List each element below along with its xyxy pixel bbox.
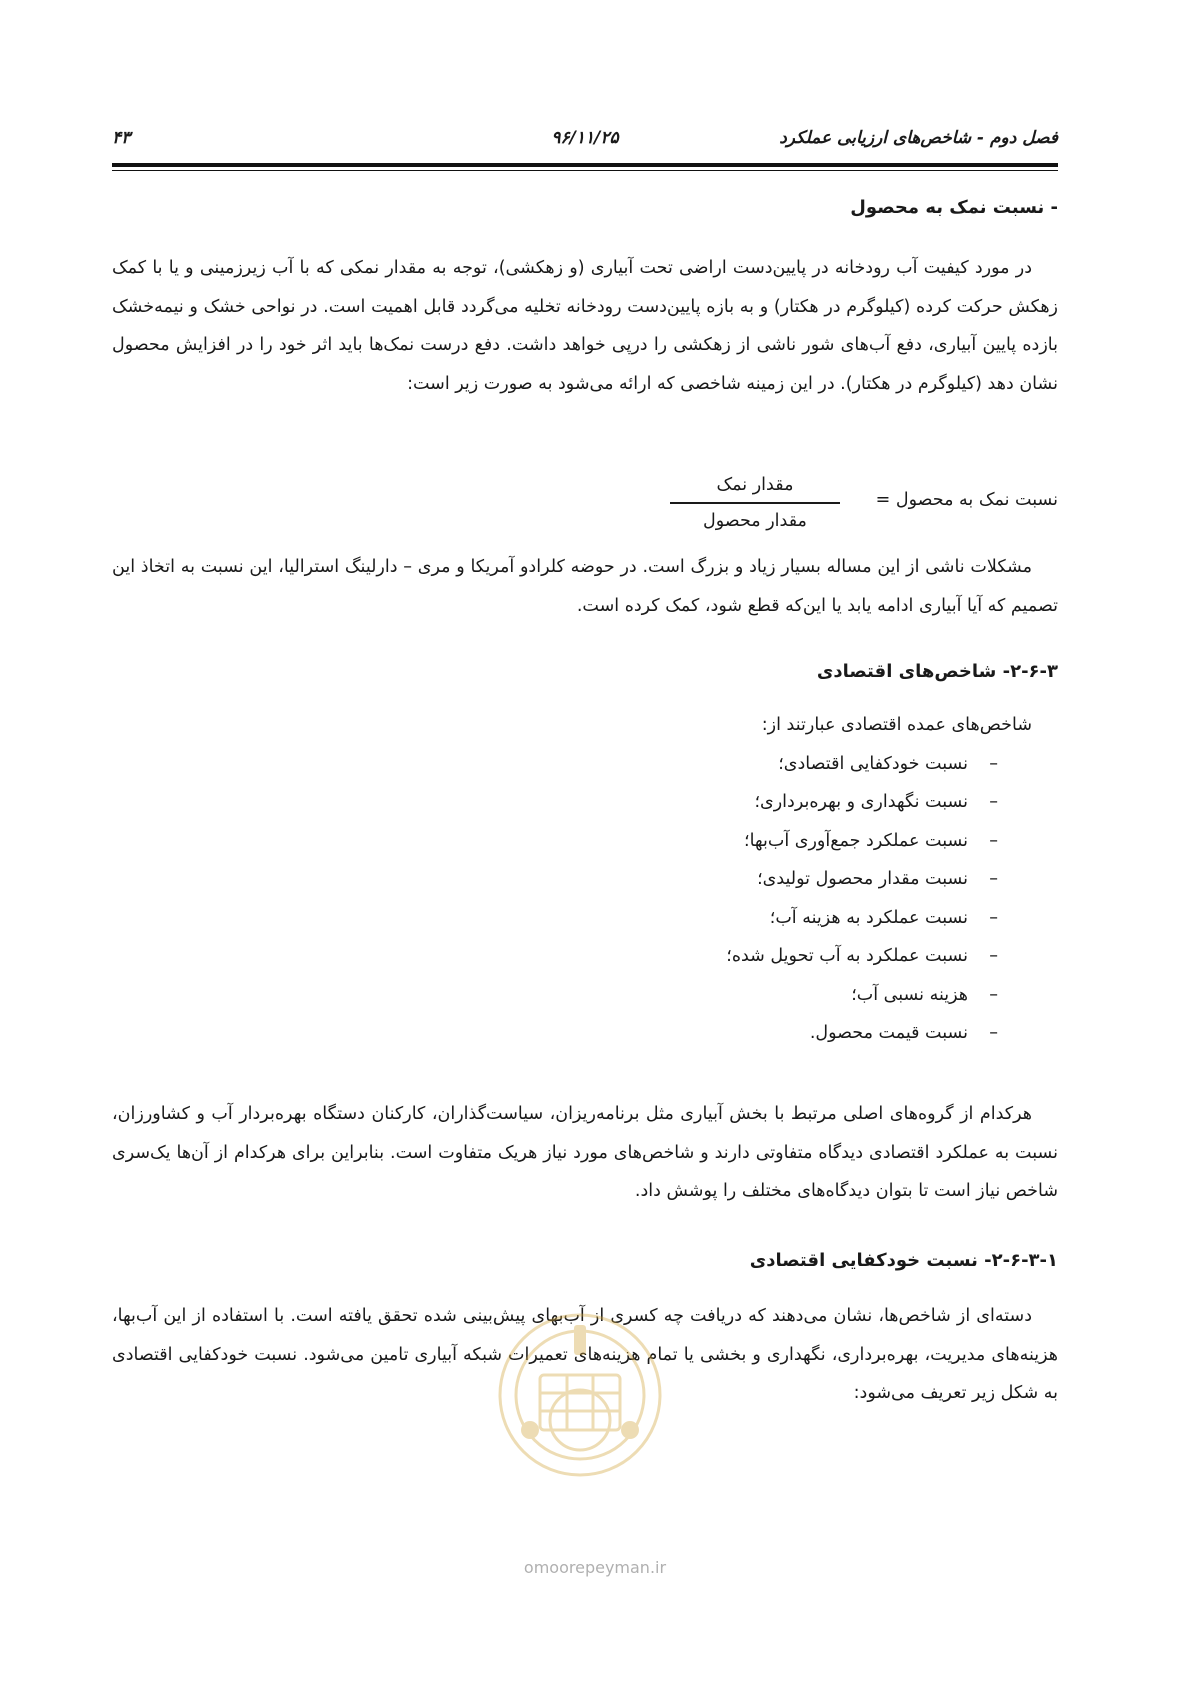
list-item: – نسبت عملکرد جمع‌آوری آب‌بها؛ — [744, 830, 998, 851]
list-item: – نسبت قیمت محصول. — [809, 1023, 998, 1043]
page-number: ۴۳ — [112, 128, 131, 148]
economic-indicator-list — [112, 745, 1058, 1053]
watermark-text: omoorepeyman.ir — [523, 1558, 667, 1577]
self-sufficiency-heading-block — [112, 1250, 1058, 1271]
formula-denominator: مقدار محصول — [703, 510, 807, 531]
stakeholders-paragraph: هرکدام از گروه‌های اصلی مرتبط با بخش آبیاری مثل برنامه‌ریزان، سیاست‌گذاران، کارکنان دستگاه بهره‌بردار آب و کشاورزان، نسبت به عملکرد اقتصادی دیدگاه متفاوتی دارند و شاخص‌های مورد نیاز هریک متفاوت است. بنابراین برای هرکدام از آن‌ها یک‌سری شاخص نیاز است تا بتوان دیدگاه‌های مختلف را پوشش داد. — [112, 1104, 1058, 1201]
formula-fraction — [670, 470, 840, 536]
salt-paragraph: در مورد کیفیت آب رودخانه در پایین‌دست اراضی تحت آبیاری (و زهکشی)، توجه به مقدار نمکی که با آب زیرزمینی و یا با کمک زهکش حرکت کرده (کیلوگرم در هکتار) و به بازه پایین‌دست رودخانه تخلیه می‌گردد قابل اهمیت است. در نواحی خشک و نیمه‌خشک بازده پایین آبیاری، دفع آب‌های شور ناشی از زهکشی را درپی خواهد داشت. دفع درست نمک‌ها باید اثر خود را در افزایش محصول نشان دهد (کیلوگرم در هکتار). در این زمینه شاخصی که ارائه می‌شود به صورت زیر است: — [112, 258, 1058, 394]
chapter-title: فصل دوم - شاخص‌های ارزیابی عملکرد — [779, 128, 1058, 148]
header-date: ۹۶/۱۱/۲۵ — [551, 128, 619, 148]
salt-to-yield-heading: - نسبت نمک به محصول — [850, 197, 1058, 218]
economic-list-block — [112, 706, 1058, 1053]
economic-indicators-heading: ۲-۶-۳- شاخص‌های اقتصادی — [816, 661, 1058, 682]
economic-heading-block — [112, 661, 1058, 682]
salt-paragraph-block — [112, 249, 1058, 403]
salt-heading-block — [112, 197, 1058, 218]
list-item: – نسبت عملکرد به هزینه آب؛ — [769, 907, 998, 928]
salt-ratio-formula — [638, 470, 1058, 540]
stakeholders-block — [112, 1095, 1058, 1211]
list-item: – نسبت نگهداری و بهره‌برداری؛ — [754, 792, 998, 812]
self-sufficiency-heading: ۲-۶-۳-۱- نسبت خودکفایی اقتصادی — [749, 1250, 1058, 1271]
list-item: – نسبت مقدار محصول تولیدی؛ — [757, 869, 998, 889]
header-rule-thick — [112, 163, 1058, 167]
salt-problem-paragraph: مشکلات ناشی از این مساله بسیار زیاد و بزرگ است. در حوضه کلرادو آمریکا و مری – دارلینگ استرالیا، این نسبت به اتخاذ این تصمیم که آیا آبیاری ادامه یابد یا این‌که قطع شود، کمک کرده است. — [112, 557, 1058, 616]
salt-problem-block — [112, 548, 1058, 625]
economic-intro: شاخص‌های عمده اقتصادی عبارتند از: — [761, 715, 1032, 735]
header-rule-thin — [112, 170, 1058, 171]
page-header — [112, 128, 1058, 158]
watermark-logo-icon — [490, 1305, 670, 1485]
list-item: – هزینه نسبی آب؛ — [851, 984, 998, 1005]
self-sufficiency-paragraph: دسته‌ای از شاخص‌ها، نشان می‌دهند که دریافت چه کسری از آب‌بهای پیش‌بینی شده تحقق یافته است. با استفاده از این آب‌بها، هزینه‌های مدیریت، بهره‌برداری، نگهداری و بخشی یا تمام هزینه‌های تعمیرات شبکه آبیاری تامین می‌شود. نسبت خودکفایی اقتصادی به شکل زیر تعریف می‌شود: — [112, 1306, 1058, 1403]
fraction-bar — [670, 502, 840, 504]
list-item: – نسبت خودکفایی اقتصادی؛ — [778, 753, 998, 774]
formula-lhs: نسبت نمک به محصول = — [875, 490, 1058, 510]
formula-numerator: مقدار نمک — [716, 475, 794, 495]
list-item: – نسبت عملکرد به آب تحویل شده؛ — [726, 946, 998, 966]
